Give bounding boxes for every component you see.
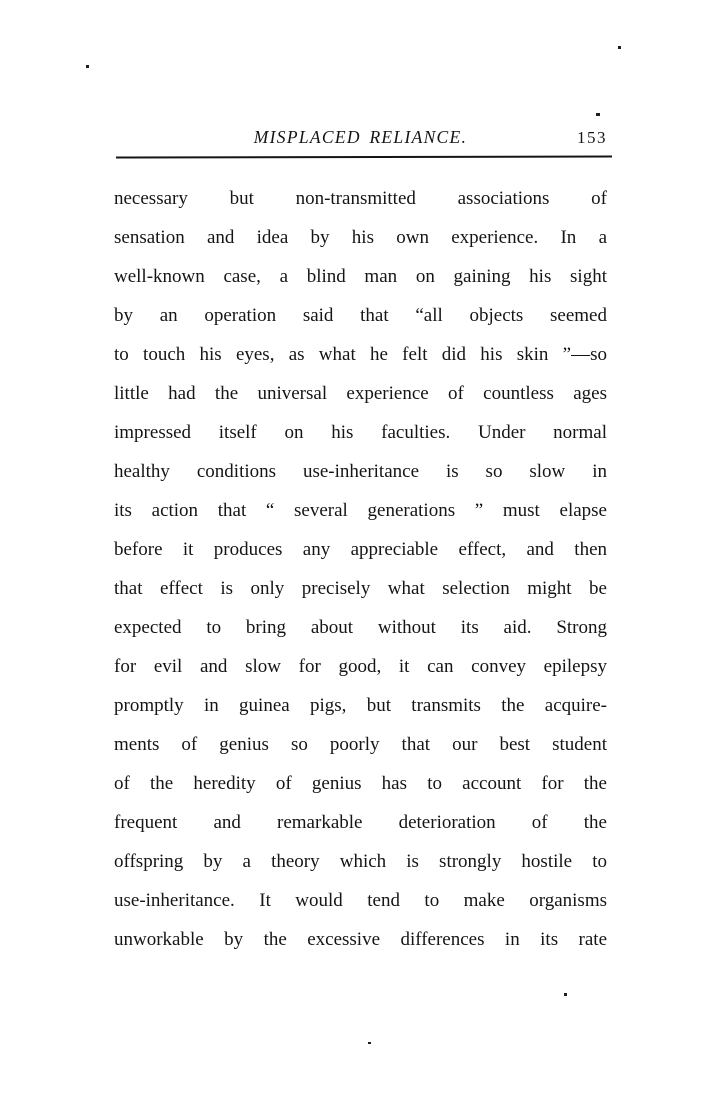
scan-speck xyxy=(368,1042,371,1044)
page-header-title: MISPLACED RELIANCE. xyxy=(253,127,468,147)
running-header xyxy=(114,127,607,151)
header-rule xyxy=(116,155,612,158)
text-line: before it produces any appreciable effect, and then xyxy=(114,539,607,560)
text-line: that effect is only precisely what selection might be xyxy=(114,578,607,599)
text-line: for evil and slow for good, it can convey epilepsy xyxy=(114,656,607,677)
text-line: well-known case, a blind man on gaining his sight xyxy=(114,266,607,287)
text-line: by an operation said that “all objects seemed xyxy=(114,305,607,326)
text-line: ments of genius so poorly that our best student xyxy=(114,734,607,755)
text-line: little had the universal experience of countless ages xyxy=(114,383,607,404)
text-line: sensation and idea by his own experience. In a xyxy=(114,227,607,248)
text-line: healthy conditions use-inheritance is so slow in xyxy=(114,461,607,482)
text-line: use-inheritance. It would tend to make organisms xyxy=(114,890,607,911)
text-line: promptly in guinea pigs, but transmits the acquire- xyxy=(114,695,607,716)
scan-speck xyxy=(596,113,600,116)
text-line: of the heredity of genius has to account for the xyxy=(114,773,607,794)
text-line: impressed itself on his faculties. Under normal xyxy=(114,422,607,443)
scan-speck xyxy=(618,46,621,49)
text-line: offspring by a theory which is strongly hostile to xyxy=(114,851,607,872)
page-body-text xyxy=(114,179,607,959)
scan-speck xyxy=(86,65,89,68)
page-number: 153 xyxy=(577,128,607,147)
scan-speck xyxy=(564,993,567,996)
text-line: to touch his eyes, as what he felt did his skin ”—so xyxy=(114,344,607,365)
text-line: unworkable by the excessive differences in its rate xyxy=(114,929,607,950)
text-line: necessary but non-transmitted associations of xyxy=(114,188,607,209)
text-line: expected to bring about without its aid. Strong xyxy=(114,617,607,638)
text-line: its action that “ several generations ” must elapse xyxy=(114,500,607,521)
text-line: frequent and remarkable deterioration of the xyxy=(114,812,607,833)
